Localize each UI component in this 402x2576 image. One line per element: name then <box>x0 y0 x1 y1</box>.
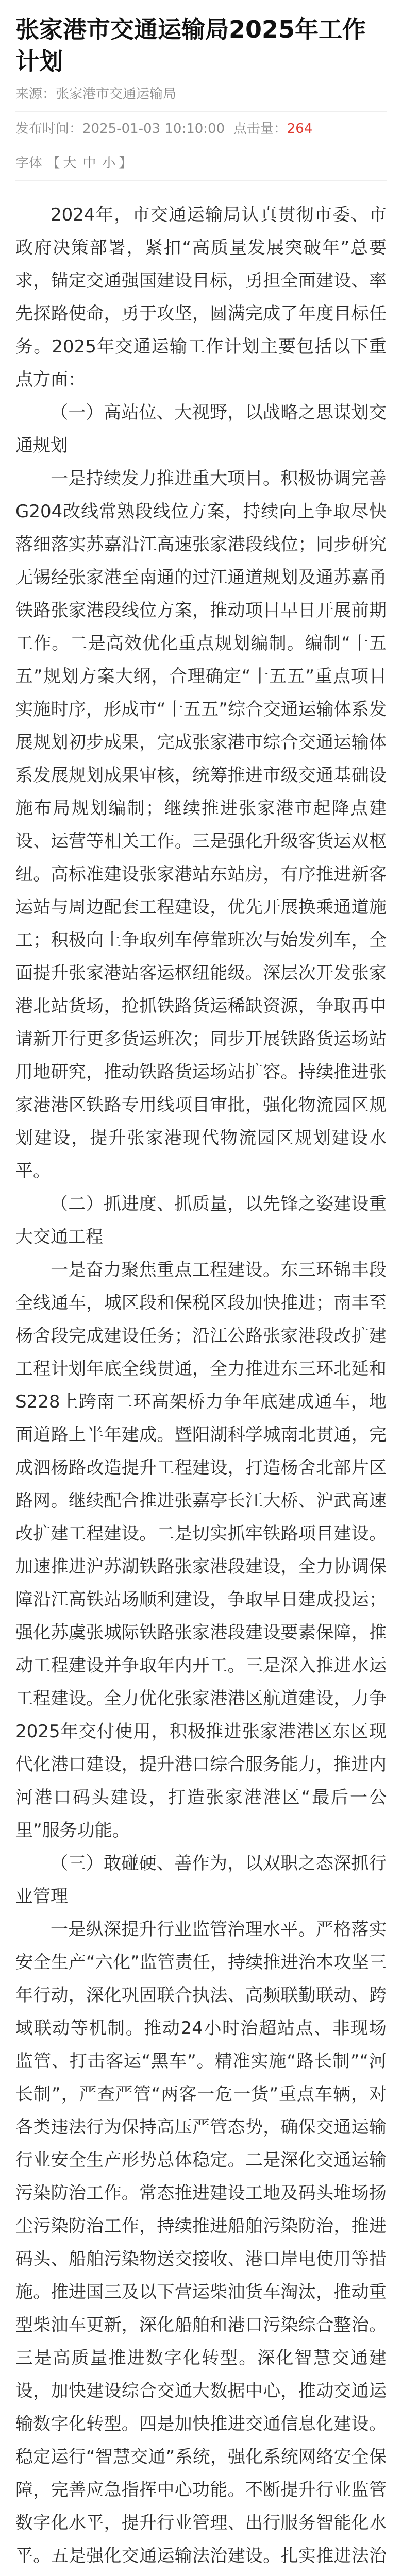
font-size-large-button[interactable]: 大 <box>63 156 77 172</box>
font-size-small-button[interactable]: 小 <box>102 156 116 172</box>
article-paragraph: 一是纵深提升行业监管治理水平。严格落实安全生产“六化”监管责任，持续推进治本攻坚三年行动，深化巩固联合执法、高频联勤联动、跨域联动等机制。推动24小时治超站点、非现场监管、打击客运“黑车”。精准实施“路长制”“河长制”，严查严管“两客一危一货”重点车辆，对各类违法行为保持高压严管态势，确保交通运输行业安全生产形势总体稳定。二是深化交通运输污染防治工作。常态推进建设工地及码头堆场扬尘污染防治工作，持续推进船舶污染防治，推进码头、船舶污染物送交接收、港口岸电使用等措施。推进国三及以下营运柴油货车淘汰，推动重型柴油车更新，深化船舶和港口污染综合整治。三是高质量推进数字化转型。深化智慧交通建设，加快建设综合交通大数据中心，推动交通运输数字化转型。四是加快推进交通信息化建设。稳定运行“智慧交通”系统，强化系统网络安全保障，完善应急指挥中心功能。不断提升行业监管数字化水平，提升行业管理、出行服务智能化水平。五是强化交通运输法治建设。扎实推进法治 <box>15 1919 387 2567</box>
font-size-row: 字体 【 大 中 小 】 <box>15 146 387 181</box>
published-row <box>15 112 387 146</box>
source-value: 张家港市交通运输局 <box>56 87 177 103</box>
source-row <box>15 77 387 112</box>
article-body <box>0 181 402 2576</box>
published-value: 2025-01-03 10:10:00 <box>82 121 225 137</box>
font-size-label: 字体 <box>15 156 43 172</box>
article-paragraph: 一是奋力聚焦重点工程建设。东三环锦丰段全线通车，城区段和保税区段加快推进；南丰至杨舍段完成建设任务；沿江公路张家港段改扩建工程计划年底全线贯通，全力推进东三环北延和S228上跨南二环高架桥力争年底建成通车，地面道路上半年建成。暨阳湖科学城南北贯通，完成泗杨路改造提升工程建设，打造杨舍北部片区路网。继续配合推进张嘉亭长江大桥、沪武高速改扩建工程建设。二是切实抓牢铁路项目建设。加速推进沪苏湖铁路张家港段建设，全力协调保障沿江高铁站场顺利建设，争取早日建成投运；强化苏虞张城际铁路张家港段建设要素保障，推动工程建设并争取年内开工。三是深入推进水运工程建设。全力优化张家港港区航道建设，力争2025年交付使用，积极推进张家港港区东区现代化港口建设，提升港口综合服务能力，推进内河港口码头建设，打造张家港港区“最后一公里”服务功能。 <box>15 1260 387 1841</box>
section-heading: （一）高站位、大视野，以战略之思谋划交通规划 <box>15 402 387 456</box>
article-meta <box>0 77 402 181</box>
article-title: 张家港市交通运输局2025年工作计划 <box>15 15 366 76</box>
hits-label: 点击量： <box>233 121 287 137</box>
font-size-medium-button[interactable]: 中 <box>82 156 96 172</box>
article-paragraph: 一是持续发力推进重大项目。积极协调完善G204改线常熟段线位方案，持续向上争取尽快落细落实苏嘉沿江高速张家港段线位；同步研究无锡经张家港至南通的过江通道规划及通苏嘉甬铁路张家港段线位方案，推动项目早日开展前期工作。二是高效优化重点规划编制。编制“十五五”规划方案大纲，合理确定“十五五”重点项目实施时序，形成市“十五五”综合交通运输体系发展规划初步成果，完成张家港市综合交通运输体系发展规划成果审核，统筹推进市级交通基础设施布局规划编制；继续推进张家港市起降点建设、运营等相关工作。三是强化升级客货运双枢纽。高标准建设张家港站东站房，有序推进新客运站与周边配套工程建设，优先开展换乘通道施工；积极向上争取列车停靠班次与始发列车，全面提升张家港站客运枢纽能级。深层次开发张家港北站货场，抢抓铁路货运稀缺资源，争取再申请新开行更多货运班次；同步开展铁路货运场站用地研究，推动铁路货运场站扩容。持续推进张家港港区铁路专用线项目审批，强化物流园区规划建设，提升张家港现代物流园区规划建设水平。 <box>15 468 387 1182</box>
hits-count: 264 <box>287 121 313 137</box>
source-label: 来源： <box>15 87 56 103</box>
section-heading: （三）敢碰硬、善作为，以双职之态深抓行业管理 <box>15 1853 387 1907</box>
section-heading: （二）抓进度、抓质量，以先锋之姿建设重大交通工程 <box>15 1194 387 1248</box>
article-paragraph: 2024年，市交通运输局认真贯彻市委、市政府决策部署，紧扣“高质量发展突破年”总要求，锚定交通强国建设目标，勇担全面建设、率先探路使命，勇于攻坚，圆满完成了年度目标任务。2025年交通运输工作计划主要包括以下重点方面： <box>15 205 387 391</box>
published-label: 发布时间： <box>15 121 83 137</box>
